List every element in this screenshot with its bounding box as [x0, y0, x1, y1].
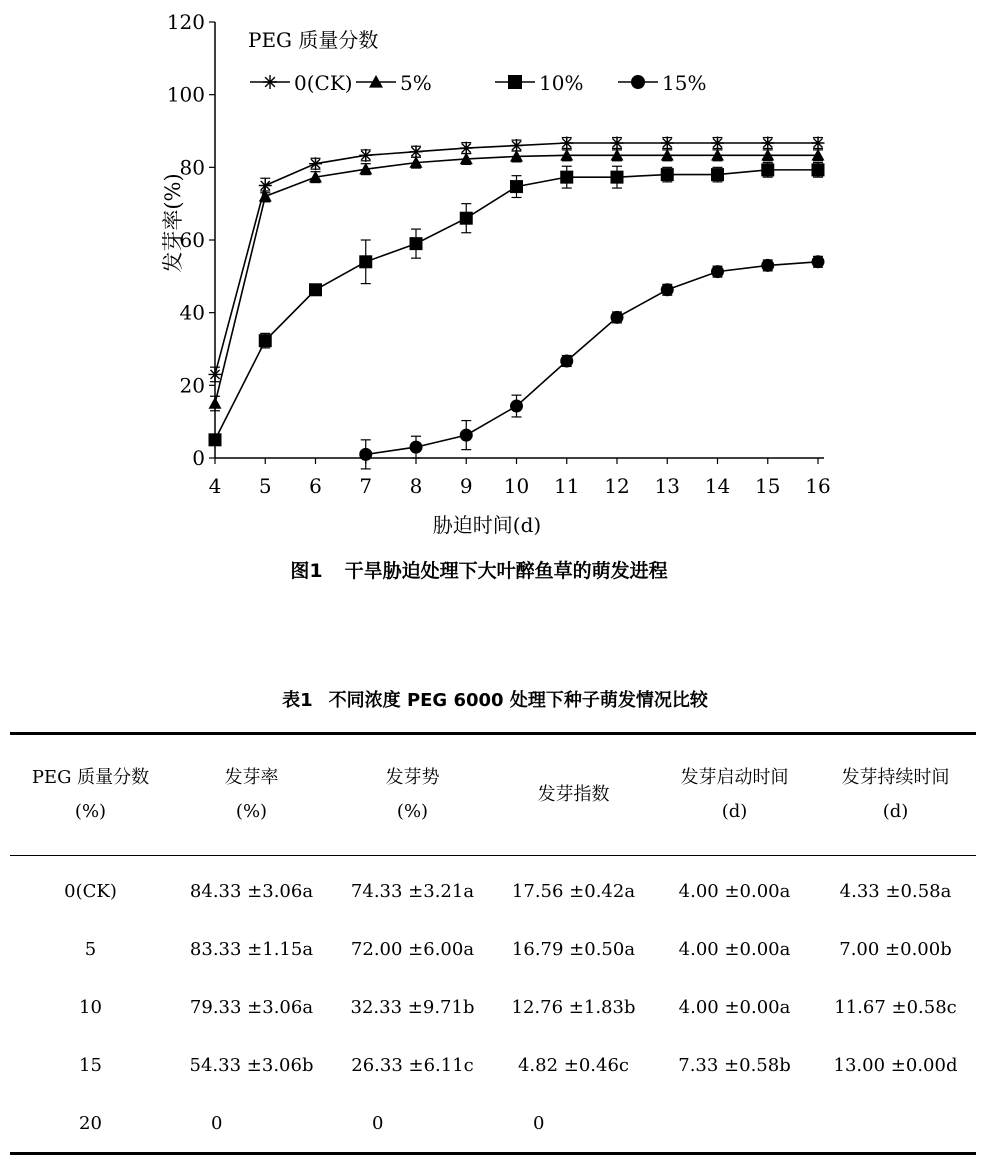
asterisk-marker — [611, 136, 624, 149]
asterisk-marker — [761, 136, 774, 149]
table-cell: 10 — [79, 996, 102, 1018]
y-tick-label: 80 — [179, 155, 205, 180]
table-cell: 32.33 ±9.71b — [350, 996, 475, 1018]
table-cell: 54.33 ±3.06b — [189, 1054, 314, 1076]
header-germination-rate — [171, 734, 332, 856]
table-cell: 74.33 ±3.21a — [350, 880, 475, 902]
x-tick-label: 7 — [359, 474, 373, 498]
x-tick-label: 10 — [503, 474, 530, 498]
legend-entry — [495, 71, 583, 95]
header-unit: (d) — [882, 801, 909, 822]
table-cell: 84.33 ±3.06a — [189, 880, 314, 902]
x-tick-label: 11 — [554, 474, 580, 498]
table-header-row — [10, 734, 976, 856]
table-cell: 7.33 ±0.58b — [678, 1054, 791, 1076]
square-marker — [711, 168, 724, 181]
x-tick-label: 5 — [258, 474, 272, 498]
x-tick-label: 15 — [755, 474, 781, 498]
x-tick-label: 12 — [604, 474, 630, 498]
square-marker — [611, 171, 624, 184]
legend-label: 10% — [539, 71, 584, 95]
table-caption-text: 不同浓度 PEG 6000 处理下种子萌发情况比较 — [328, 690, 708, 711]
y-tick-label: 40 — [179, 300, 205, 325]
header-title: PEG 质量分数 — [31, 767, 150, 788]
table-cell: 17.56 ±0.42a — [511, 880, 636, 902]
x-tick-label: 6 — [309, 474, 322, 498]
table-cell: 5 — [84, 938, 97, 960]
asterisk-marker — [812, 136, 825, 149]
table-cell: 4.00 ±0.00a — [678, 996, 791, 1018]
legend-label: 15% — [662, 71, 707, 95]
table-cell: 11.67 ±0.58c — [834, 996, 957, 1018]
table-cell: 4.00 ±0.00a — [678, 880, 791, 902]
x-tick-label: 14 — [704, 474, 731, 498]
table-cell: 0 — [211, 1112, 223, 1134]
square-marker — [560, 171, 573, 184]
series-line — [366, 262, 818, 455]
header-germination-potential — [332, 734, 493, 856]
chart-series — [209, 136, 825, 468]
header-start-time — [654, 734, 815, 856]
figure-caption-number: 图1 — [290, 560, 323, 582]
y-tick-label: 60 — [179, 228, 205, 252]
x-tick-label: 8 — [409, 474, 423, 498]
table-caption — [0, 686, 990, 712]
square-marker — [508, 75, 522, 89]
square-marker — [761, 163, 774, 176]
x-tick-label: 9 — [459, 474, 473, 498]
table-cell: 4.82 ±0.46c — [517, 1054, 630, 1076]
circle-marker — [510, 400, 523, 413]
table-cell: 72.00 ±6.00a — [350, 938, 475, 960]
header-unit: (d) — [721, 801, 748, 822]
x-tick-label: 13 — [654, 474, 680, 498]
circle-marker — [661, 283, 674, 296]
asterisk-marker — [560, 136, 573, 149]
table-cell: 15 — [79, 1054, 102, 1076]
header-title: 发芽指数 — [537, 784, 610, 805]
table-row — [10, 978, 976, 1036]
table-cell: 7.00 ±0.00b — [839, 938, 952, 960]
table-cell: 4.33 ±0.58a — [839, 880, 952, 902]
y-tick-label: 20 — [179, 373, 205, 398]
square-marker — [259, 334, 272, 347]
y-axis-label: 发芽率(%) — [161, 173, 185, 273]
table-row — [10, 1094, 976, 1154]
square-marker — [812, 163, 825, 176]
table-cell: 26.33 ±6.11c — [351, 1054, 474, 1076]
triangle-marker — [259, 190, 272, 202]
circle-marker — [631, 75, 645, 89]
asterisk-marker — [209, 368, 222, 381]
legend-title: PEG 质量分数 — [248, 28, 379, 52]
header-title: 发芽启动时间 — [680, 767, 789, 788]
asterisk-marker — [309, 157, 322, 170]
legend-label: 5% — [400, 71, 432, 95]
legend-label: 0(CK) — [294, 71, 353, 95]
series-circle — [359, 255, 824, 469]
y-tick-label: 0 — [192, 446, 205, 470]
circle-marker — [711, 265, 724, 278]
circle-marker — [460, 429, 473, 442]
asterisk-marker — [359, 149, 372, 162]
table-cell: 13.00 ±0.00d — [833, 1054, 958, 1076]
germination-table — [10, 732, 976, 1155]
table-cell: 79.33 ±3.06a — [189, 996, 314, 1018]
triangle-marker — [209, 397, 222, 409]
square-marker — [309, 283, 322, 296]
table-cell — [815, 1094, 976, 1154]
legend-entry — [250, 71, 353, 95]
header-title: 发芽率 — [224, 767, 279, 788]
table-cell: 4.00 ±0.00a — [678, 938, 791, 960]
table-cell: 0(CK) — [64, 880, 117, 902]
chart-axes — [167, 10, 831, 498]
asterisk-marker — [263, 75, 277, 89]
header-title: 发芽势 — [385, 767, 440, 788]
table-cell — [654, 1094, 815, 1154]
legend-entry — [618, 71, 706, 95]
table-cell: 16.79 ±0.50a — [511, 938, 636, 960]
header-title: 发芽持续时间 — [841, 767, 950, 788]
table-caption-number: 表1 — [282, 690, 313, 711]
table-row — [10, 856, 976, 921]
header-unit: (%) — [74, 801, 107, 822]
table-cell: 20 — [79, 1112, 102, 1134]
y-tick-label: 100 — [166, 82, 205, 107]
circle-marker — [560, 354, 573, 367]
square-marker — [410, 237, 423, 250]
header-unit: (%) — [235, 801, 268, 822]
legend-entry — [356, 71, 432, 95]
circle-marker — [611, 311, 624, 324]
circle-marker — [359, 448, 372, 461]
table-cell: 0 — [372, 1112, 384, 1134]
square-marker — [359, 255, 372, 268]
x-tick-label: 4 — [208, 474, 222, 498]
circle-marker — [410, 441, 423, 454]
square-marker — [510, 180, 523, 193]
square-marker — [209, 433, 222, 446]
square-marker — [460, 212, 473, 225]
table-row — [10, 1036, 976, 1094]
table-cell: 83.33 ±1.15a — [189, 938, 314, 960]
circle-marker — [812, 255, 825, 268]
table-row — [10, 920, 976, 978]
figure-caption-text: 干旱胁迫处理下大叶醉鱼草的萌发进程 — [344, 560, 668, 582]
header-unit: (%) — [396, 801, 429, 822]
y-tick-label: 120 — [166, 10, 205, 34]
asterisk-marker — [711, 136, 724, 149]
header-duration — [815, 734, 976, 856]
x-axis-label: 胁迫时间(d) — [432, 513, 542, 537]
asterisk-marker — [661, 136, 674, 149]
square-marker — [661, 168, 674, 181]
chart-legend — [248, 28, 706, 95]
table-cell: 0 — [533, 1112, 545, 1134]
x-tick-label: 16 — [805, 474, 831, 498]
figure-caption — [0, 556, 958, 583]
header-peg-concentration — [10, 734, 171, 856]
circle-marker — [761, 259, 774, 272]
table-cell: 12.76 ±1.83b — [511, 996, 636, 1018]
header-germination-index — [493, 734, 654, 856]
